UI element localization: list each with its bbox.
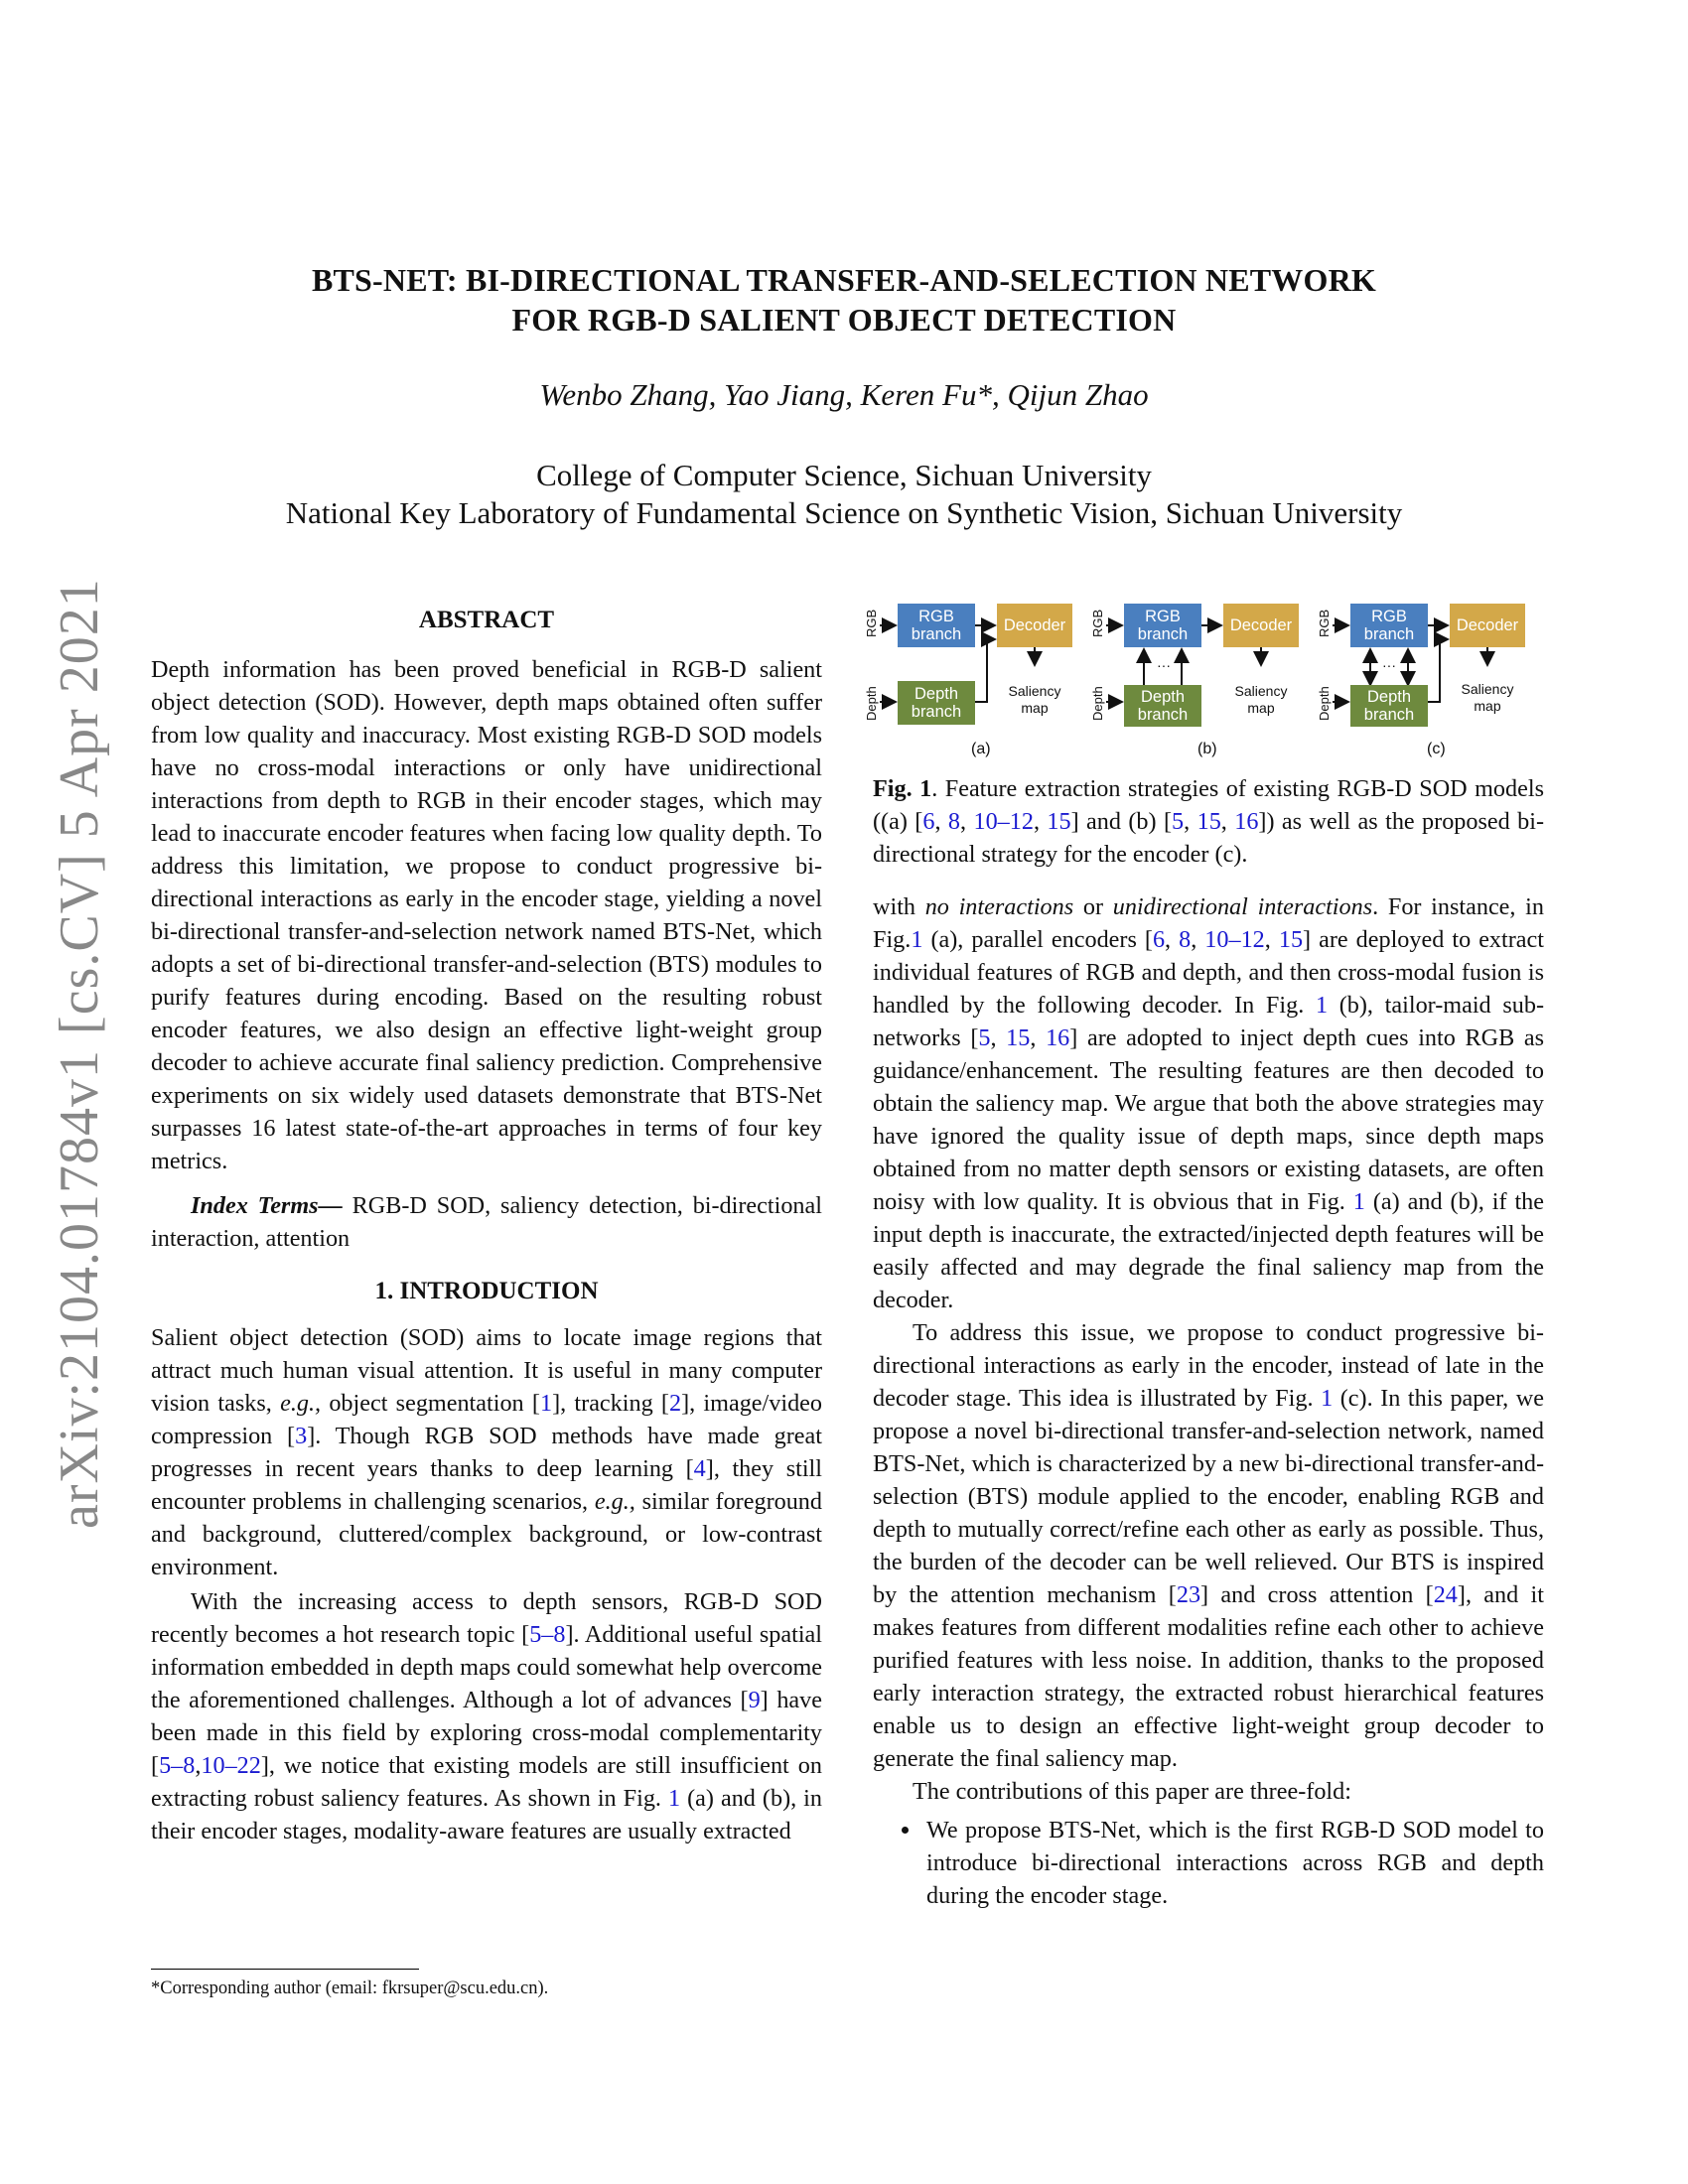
intro-paragraph-1: Salient object detection (SOD) aims to locate image regions that attract much human visual attention. It is useful in many computer vision tasks, e.g., object segmentation [1], tracking [2], image/video compression [3]. Though RGB SOD methods have made great progresses in recent years thanks to deep learning [4], they still encounter problems in challenging scenarios, e.g., similar foreground and background, cluttered/complex background, or low-contrast environment. xyxy=(151,1324,822,1580)
citation-link[interactable]: 6 xyxy=(922,808,935,835)
citation-link[interactable]: 1 xyxy=(539,1390,553,1417)
citation-link[interactable]: 8 xyxy=(1179,926,1192,953)
rgb-input-label: RGB xyxy=(1090,609,1105,637)
abstract-heading: ABSTRACT xyxy=(418,607,555,633)
subfigure-label-a: (a) xyxy=(971,741,991,757)
depth-branch-box: Depth branch xyxy=(1350,685,1428,727)
figure-link[interactable]: 1 xyxy=(1321,1385,1334,1412)
figure-link[interactable]: 1 xyxy=(668,1785,681,1812)
title-line-1: BTS-NET: BI-DIRECTIONAL TRANSFER-AND-SELECTION NETWORK xyxy=(311,262,1377,298)
citation-link[interactable]: 15 xyxy=(1006,1024,1031,1051)
footnote: *Corresponding author (email: fkrsuper@scu.edu.cn). xyxy=(151,1979,549,1998)
decoder-box: Decoder xyxy=(997,604,1072,647)
arxiv-sidebar-id: arXiv:2104.01784v1 [cs.CV] 5 Apr 2021 xyxy=(49,578,110,1529)
index-terms: Index Terms— RGB-D SOD, saliency detection, bi-directional interaction, attention xyxy=(151,1192,822,1252)
subfigure-label-b: (b) xyxy=(1197,741,1217,757)
abstract-text: Depth information has been proved beneficial in RGB-D salient object detection (SOD). However, depth maps obtained often suffer from low quality and inaccuracy. Most existing RGB-D SOD models have no cross-modal interactions or only have unidirectional interactions from depth to RGB in their encoder stages, which may lead to inaccurate encoder features when facing low quality depth. To address this limitation, we propose to conduct progressive bi-directional interactions as early in the encoder stage, yielding a novel bi-directional transfer-and-selection network named BTS-Net, which adopts a set of bi-directional transfer-and-selection (BTS) modules to purify features during encoding. Based on the resulting robust encoder features, we also design an effective light-weight group decoder to achieve accurate final saliency prediction. Comprehensive experiments on six widely used datasets demonstrate that BTS-Net surpasses 16 latest state-of-the-art approaches in terms of four key metrics. xyxy=(151,656,822,1174)
citation-link[interactable]: 16 xyxy=(1234,808,1259,835)
left-column xyxy=(151,604,822,1847)
citation-link[interactable]: 16 xyxy=(1046,1024,1070,1051)
figure-link[interactable]: 1 xyxy=(1352,1188,1365,1215)
depth-input-label: Depth xyxy=(864,686,879,721)
citation-link[interactable]: 15 xyxy=(1196,808,1221,835)
rgb-input-label: RGB xyxy=(864,609,879,637)
decoder-box: Decoder xyxy=(1223,604,1299,647)
citation-link[interactable]: 3 xyxy=(295,1423,308,1449)
title-line-2: FOR RGB-D SALIENT OBJECT DETECTION xyxy=(511,302,1177,338)
subfigure-label-c: (c) xyxy=(1427,741,1446,757)
authors: Wenbo Zhang, Yao Jiang, Keren Fu*, Qijun Zhao xyxy=(539,377,1149,412)
citation-link[interactable]: 6 xyxy=(1152,926,1166,953)
citation-link[interactable]: 5–8 xyxy=(529,1621,566,1648)
figure-link[interactable]: 1 xyxy=(1315,992,1329,1019)
right-column xyxy=(873,772,1544,1912)
index-terms-label: Index Terms— xyxy=(191,1192,343,1219)
citation-link[interactable]: 8 xyxy=(947,808,961,835)
saliency-map-label: Saliency map xyxy=(1461,681,1514,714)
citation-link[interactable]: 15 xyxy=(1047,808,1071,835)
figure-1 xyxy=(864,596,1549,764)
saliency-map-label: Saliency map xyxy=(1008,683,1061,716)
footnote-rule xyxy=(151,1969,419,1970)
contribution-item: • We propose BTS-Net, which is the first RGB-D SOD model to introduce bi-directional interactions across RGB and depth during the encoder stage. xyxy=(922,1814,1544,1912)
citation-link[interactable]: 15 xyxy=(1278,926,1304,953)
depth-input-label: Depth xyxy=(1090,686,1105,721)
rgb-branch-box: RGB branch xyxy=(898,604,975,647)
citation-link[interactable]: 9 xyxy=(748,1687,761,1713)
depth-branch-box: Depth branch xyxy=(1124,685,1201,727)
decoder-box: Decoder xyxy=(1450,604,1525,647)
paper-title xyxy=(149,260,1539,340)
rgb-branch-box: RGB branch xyxy=(1124,604,1201,647)
rgb-branch-box: RGB branch xyxy=(1350,604,1428,647)
depth-input-label: Depth xyxy=(1317,686,1332,721)
intro-paragraph-2: With the increasing access to depth sensors, RGB-D SOD recently becomes a hot research topic [5–8]. Additional useful spatial information embedded in depth maps could somewhat help overcome the aforementioned challenges. Although a lot of advances [9] have been made in this field by exploring cross-modal complementarity [5–8,10–22], we notice that existing models are still insufficient on extracting robust saliency features. As shown in Fig. 1 (a) and (b), in their encoder stages, modality-aware features are usually extracted xyxy=(151,1588,822,1844)
citation-link[interactable]: 5 xyxy=(978,1024,991,1051)
right-paragraph-3: The contributions of this paper are three-fold: xyxy=(913,1778,1351,1805)
citation-link[interactable]: 10–12 xyxy=(973,808,1034,835)
affiliation-2: National Key Laboratory of Fundamental Science on Synthetic Vision, Sichuan University xyxy=(285,495,1403,530)
right-paragraph-2: To address this issue, we propose to conduct progressive bi-directional interactions as early in the encoder, instead of late in the decoder stage. This idea is illustrated by Fig. 1 (c). In this paper, we propose a novel bi-directional transfer-and-selection network, named BTS-Net, which is characterized by a new bi-directional transfer-and-selection (BTS) module applied to the encoder, enabling RGB and depth to mutually correct/refine each other as early as possible. Thus, the burden of the decoder can be well relieved. Our BTS is inspired by the attention mechanism [23] and cross attention [24], and it makes features from different modalities refine each other to achieve purified features with less noise. In addition, thanks to the proposed early interaction strategy, the extracted robust hierarchical features enable us to design an effective light-weight group decoder to generate the final saliency map. xyxy=(873,1319,1545,1772)
intro-heading: 1. INTRODUCTION xyxy=(374,1278,599,1304)
citation-link[interactable]: 5–8 xyxy=(159,1752,196,1779)
rgb-input-label: RGB xyxy=(1317,609,1332,637)
figure-caption: Fig. 1. Feature extraction strategies of existing RGB-D SOD models ((a) [6, 8, 10–12, 15] and (b) [5, 15, 16]) as well as the proposed bi-directional strategy for the encoder (c). xyxy=(873,775,1544,868)
depth-branch-box: Depth branch xyxy=(898,681,975,725)
contributions-list xyxy=(873,1814,1544,1912)
affiliation-1: College of Computer Science, Sichuan University xyxy=(536,458,1152,492)
citation-link[interactable]: 5 xyxy=(1172,808,1185,835)
figure-link[interactable]: 1 xyxy=(911,926,923,953)
citation-link[interactable]: 24 xyxy=(1433,1581,1458,1608)
citation-link[interactable]: 10–12 xyxy=(1204,926,1265,953)
citation-link[interactable]: 2 xyxy=(668,1390,682,1417)
affiliations xyxy=(149,457,1539,532)
citation-link[interactable]: 4 xyxy=(693,1455,706,1482)
saliency-map-label: Saliency map xyxy=(1234,683,1288,716)
right-paragraph-1: with no interactions or unidirectional interactions. For instance, in Fig.1 (a), parallel encoders [6, 8, 10–12, 15] are deployed to extract individual features of RGB and depth, and then cross-modal fusion is handled by the following decoder. In Fig. 1 (b), tailor-maid sub-networks [5, 15, 16] are adopted to inject depth cues into RGB as guidance/enhancement. The resulting features are then decoded to obtain the saliency map. We argue that both the above strategies may have ignored the quality issue of depth maps, since depth maps obtained from no matter depth sensors or existing datasets, are often noisy with low quality. It is obvious that in Fig. 1 (a) and (b), if the input depth is inaccurate, the extracted/injected depth features will be easily affected and may degrade the final saliency map from the decoder. xyxy=(873,893,1544,1313)
citation-link[interactable]: 10–22 xyxy=(201,1752,261,1779)
ellipsis-dots: ··· xyxy=(1382,657,1396,673)
citation-link[interactable]: 23 xyxy=(1176,1581,1201,1608)
ellipsis-dots: ··· xyxy=(1157,657,1171,673)
